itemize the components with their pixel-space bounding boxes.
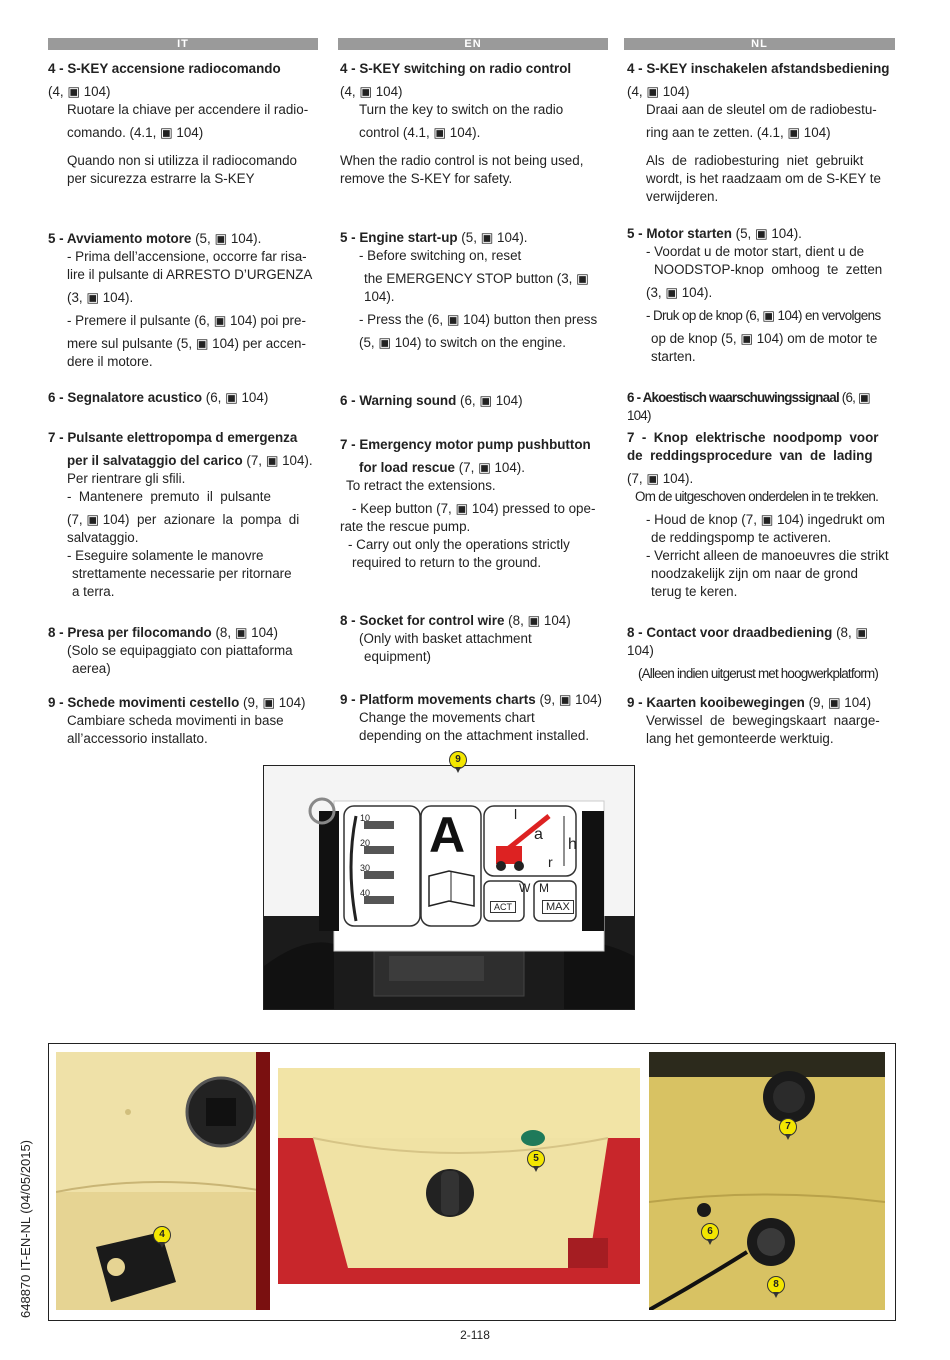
callout-6: 6	[701, 1223, 719, 1241]
text-line: Turn the key to switch on the radio	[359, 102, 564, 117]
section-title: 7 - Pulsante elettropompa d emergenza	[48, 430, 298, 445]
chart-card-letter: A	[429, 807, 466, 863]
ref: (7, ▣ 104).	[455, 460, 525, 475]
section-title: 8 - Socket for control wire	[340, 613, 505, 628]
text-line: terug te keren.	[651, 584, 738, 599]
text-line: wordt, is het raadzaam om de S-KEY te	[646, 171, 881, 186]
photo-s-key	[56, 1052, 270, 1310]
ref: (8, ▣ 104)	[627, 625, 869, 658]
chart-card-max: MAX	[542, 900, 574, 914]
text-line: (7, ▣ 104) per azionare la pompa di	[67, 512, 300, 527]
section-title: 6 - Warning sound	[340, 393, 457, 408]
callout-7: 7	[779, 1118, 797, 1136]
ref: (4, ▣ 104)	[48, 84, 111, 99]
ref: (7, ▣ 104).	[627, 471, 694, 486]
text-line: ring aan te zetten. (4.1, ▣ 104)	[646, 125, 831, 140]
section-title: 5 - Avviamento motore	[48, 231, 192, 246]
ref: (9, ▣ 104)	[535, 692, 602, 707]
section-title: 7 - Knop elektrische noodpomp voor	[627, 430, 879, 445]
section-5-en	[340, 229, 615, 352]
section-title: 5 - Engine start-up	[340, 230, 458, 245]
text-line: Per rientrare gli sfili.	[67, 471, 186, 486]
section-8-it	[48, 624, 318, 678]
chart-card-row-4: 40	[360, 888, 371, 898]
chart-card-label-w: W	[519, 881, 531, 895]
text-line: - Press the (6, ▣ 104) button then press	[359, 312, 598, 327]
ref: (7, ▣ 104).	[242, 453, 313, 468]
ref: (6, ▣ 104)	[627, 390, 870, 423]
section-5-nl	[627, 225, 895, 366]
section-6-nl	[627, 389, 895, 425]
text-line: a terra.	[72, 584, 115, 599]
text-line: (3, ▣ 104).	[646, 285, 713, 300]
section-title: 6 - Akoestisch waarschuwingssignaal	[627, 390, 839, 405]
ref: (5, ▣ 104).	[457, 230, 528, 245]
text-line: (Solo se equipaggiato con piattaforma	[67, 643, 293, 658]
text-line: - Eseguire solamente le manovre	[67, 548, 264, 563]
text-line: starten.	[651, 349, 696, 364]
text-line: (3, ▣ 104).	[67, 290, 134, 305]
page-number: 2-118	[460, 1328, 490, 1342]
photo-controls-panel	[649, 1052, 885, 1310]
section-title-cont: de reddingsprocedure van de lading	[627, 448, 873, 463]
text-line: op de knop (5, ▣ 104) om de motor te	[651, 331, 878, 346]
chart-card-label-l: l	[514, 806, 518, 822]
text-line: strettamente necessarie per ritornare	[72, 566, 292, 581]
callout-4: 4	[153, 1226, 171, 1244]
section-4-it	[48, 60, 318, 188]
ref: (4, ▣ 104)	[340, 84, 403, 99]
text-line: noodzakelijk zijn om naar de grond	[651, 566, 858, 581]
text-line: salvataggio.	[67, 530, 139, 545]
text-line: - Carry out only the operations strictly	[348, 537, 570, 552]
text-line: (Only with basket attachment	[359, 631, 532, 646]
section-title: 9 - Kaarten kooibewegingen	[627, 695, 805, 710]
section-5-it	[48, 230, 318, 371]
text-line: remove the S-KEY for safety.	[340, 171, 513, 186]
chart-card-label-r: r	[548, 854, 553, 870]
text-line: (5, ▣ 104) to switch on the engine.	[359, 335, 566, 350]
text-line: - Premere il pulsante (6, ▣ 104) poi pre-	[67, 313, 306, 328]
ref: (8, ▣ 104)	[211, 625, 278, 640]
chart-card-row-2: 20	[360, 838, 371, 848]
ref: (5, ▣ 104).	[731, 226, 802, 241]
text-line: Draai aan de sleutel om de radiobestu-	[646, 102, 877, 117]
text-line: To retract the extensions.	[346, 478, 496, 493]
ref: (9, ▣ 104)	[804, 695, 872, 710]
column-header-it: IT	[48, 38, 318, 50]
text-line: When the radio control is not being used,	[340, 153, 584, 168]
text-line: dere il motore.	[67, 354, 153, 369]
text-line: Om de uitgeschoven onderdelen in te trekken.	[635, 489, 879, 504]
section-title: 5 - Motor starten	[627, 226, 732, 241]
text-line: - Mantenere premuto il pulsante	[67, 489, 271, 504]
section-title: 9 - Schede movimenti cestello	[48, 695, 240, 710]
section-title: 6 - Segnalatore acustico	[48, 390, 203, 405]
chart-card-act: ACT	[490, 901, 516, 913]
chart-card-illustration	[264, 766, 634, 1009]
text-line: - Druk op de knop (6, ▣ 104) en vervolgens	[646, 308, 881, 323]
s-key-illustration	[56, 1052, 270, 1310]
text-line: required to return to the ground.	[352, 555, 542, 570]
text-line: - Houd de knop (7, ▣ 104) ingedrukt om	[646, 512, 885, 527]
ref: (6, ▣ 104)	[202, 390, 269, 405]
ref: (6, ▣ 104)	[456, 393, 523, 408]
text-line: rate the rescue pump.	[340, 519, 471, 534]
section-title-cont: for load rescue	[359, 460, 455, 475]
section-title: 8 - Contact voor draadbediening	[627, 625, 833, 640]
section-title: 4 - S-KEY accensione radiocomando	[48, 61, 281, 76]
section-title-cont: per il salvataggio del carico	[67, 453, 243, 468]
section-7-en	[340, 436, 615, 572]
section-7-it	[48, 429, 318, 601]
text-line: depending on the attachment installed.	[359, 728, 590, 743]
callout-8: 8	[767, 1276, 785, 1294]
text-line: all’accessorio installato.	[67, 731, 208, 746]
callout-9: 9	[449, 751, 467, 769]
section-title: 4 - S-KEY inschakelen afstandsbediening	[627, 61, 890, 76]
text-line: aerea)	[72, 661, 111, 676]
text-line: Verwissel de bewegingskaart naarge-	[646, 713, 880, 728]
text-line: - Voordat u de motor start, dient u de	[646, 244, 865, 259]
ref: (9, ▣ 104)	[239, 695, 306, 710]
text-line: Cambiare scheda movimenti in base	[67, 713, 284, 728]
photo-platform-movements-chart	[263, 765, 635, 1010]
section-9-nl	[627, 694, 895, 748]
section-8-en	[340, 612, 615, 666]
section-7-nl	[627, 429, 895, 601]
chart-card-row-1: 10	[360, 813, 371, 823]
text-line: - Prima dell’accensione, occorre far risa-	[67, 249, 307, 264]
text-line: mere sul pulsante (5, ▣ 104) per accen-	[67, 336, 306, 351]
text-line: equipment)	[364, 649, 431, 664]
section-title: 8 - Presa per filocomando	[48, 625, 212, 640]
section-4-en	[340, 60, 615, 188]
text-line: NOODSTOP-knop omhoog te zetten	[654, 262, 883, 277]
section-6-it	[48, 389, 318, 407]
photo-engine-start	[278, 1068, 640, 1284]
text-line: lire il pulsante di ARRESTO D’URGENZA	[67, 267, 313, 282]
column-header-en: EN	[338, 38, 608, 50]
section-title: 4 - S-KEY switching on radio control	[340, 61, 572, 76]
chart-card-label-h: h	[568, 836, 577, 853]
text-line: - Before switching on, reset	[359, 248, 522, 263]
text-line: lang het gemonteerde werktuig.	[646, 731, 834, 746]
section-8-nl	[627, 624, 895, 683]
text-line: (Alleen indien uitgerust met hoogwerkplatform)	[638, 666, 879, 681]
ref: (4, ▣ 104)	[627, 84, 690, 99]
section-6-en	[340, 392, 615, 410]
chart-card-label-a: a	[534, 826, 543, 843]
text-line: Als de radiobesturing niet gebruikt	[646, 153, 864, 168]
text-line: the EMERGENCY STOP button (3, ▣ 104).	[364, 271, 589, 304]
section-9-en	[340, 691, 615, 745]
text-line: verwijderen.	[646, 189, 719, 204]
text-line: Change the movements chart	[359, 710, 535, 725]
chart-card-label-m: M	[539, 881, 549, 895]
engine-start-illustration	[278, 1068, 640, 1284]
callout-5: 5	[527, 1150, 545, 1168]
text-line: Quando non si utilizza il radiocomando	[67, 153, 298, 168]
controls-panel-illustration	[649, 1052, 885, 1310]
column-header-nl: NL	[624, 38, 895, 50]
document-code: 648870 IT-EN-NL (04/05/2015)	[18, 1139, 33, 1318]
text-line: control (4.1, ▣ 104).	[359, 125, 481, 140]
chart-card-row-3: 30	[360, 863, 371, 873]
text-line: Ruotare la chiave per accendere il radio-	[67, 102, 309, 117]
section-title: 7 - Emergency motor pump pushbutton	[340, 437, 591, 452]
section-title: 9 - Platform movements charts	[340, 692, 536, 707]
section-4-nl	[627, 60, 895, 206]
ref: (5, ▣ 104).	[191, 231, 262, 246]
text-line: per sicurezza estrarre la S-KEY	[67, 171, 255, 186]
text-line: - Verricht alleen de manoeuvres die strikt	[646, 548, 889, 563]
text-line: - Keep button (7, ▣ 104) pressed to ope-	[352, 501, 596, 516]
text-line: comando. (4.1, ▣ 104)	[67, 125, 204, 140]
text-line: de reddingspomp te activeren.	[651, 530, 832, 545]
section-9-it	[48, 694, 318, 748]
ref: (8, ▣ 104)	[504, 613, 571, 628]
